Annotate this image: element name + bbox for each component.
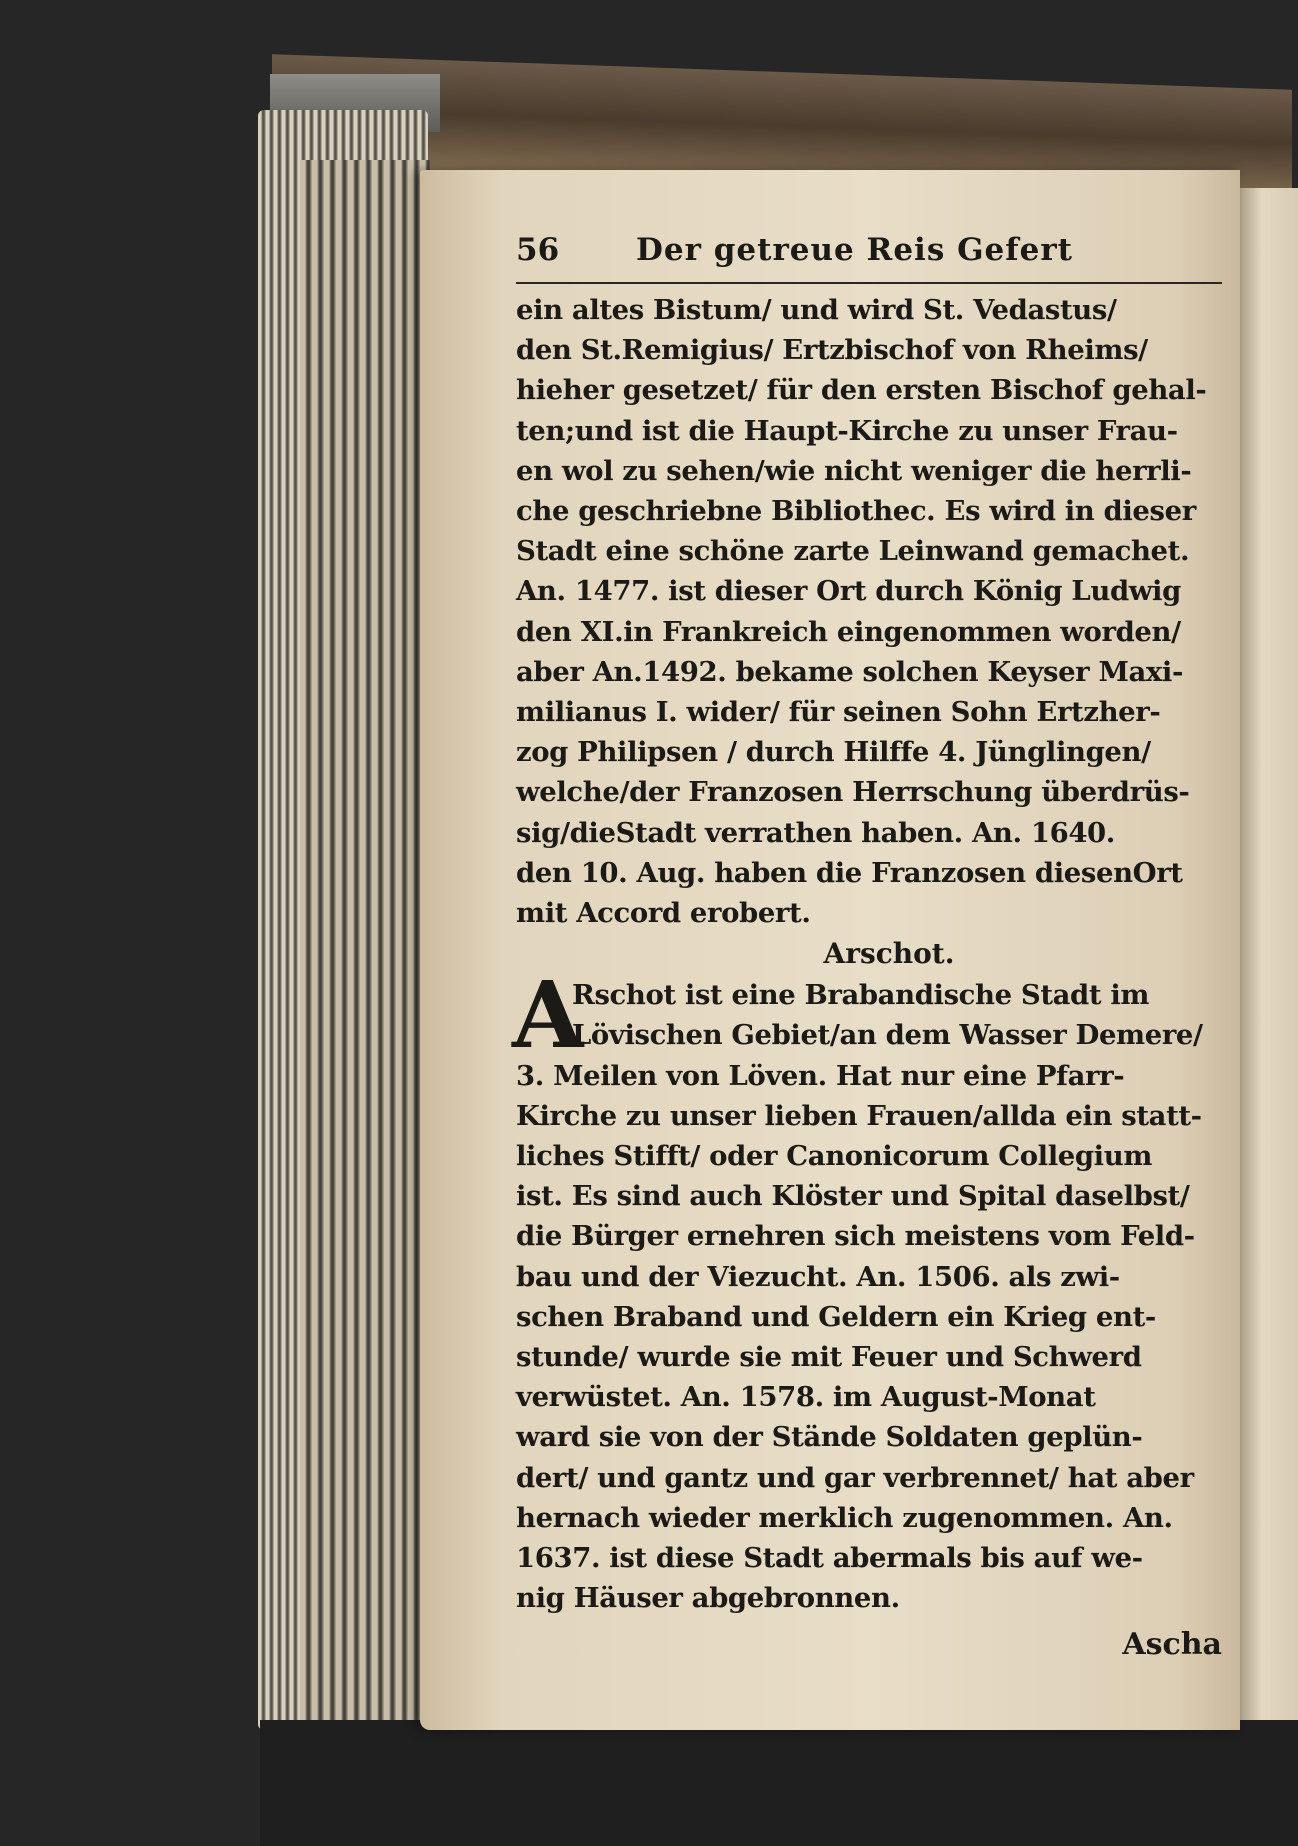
text-line: ten;und ist die Haupt-Kirche zu unser Frau- xyxy=(516,414,1178,447)
page-text-block xyxy=(512,232,1222,1671)
text-line: den St.Remigius/ Ertzbischof von Rheims/ xyxy=(516,334,1148,367)
text-line: Lövischen Gebiet/an dem Wasser Demere/ xyxy=(572,1019,1203,1052)
text-line: den 10. Aug. haben die Franzosen diesenOrt xyxy=(516,856,1183,889)
text-line: 1637. ist diese Stadt abermals bis auf we- xyxy=(516,1542,1143,1575)
text-line: nig Häuser abgebronnen. xyxy=(516,1582,900,1615)
text-line: Rschot ist eine Brabandische Stadt im xyxy=(572,979,1150,1012)
text-line: mit Accord erobert. xyxy=(516,897,811,930)
text-line: schen Braband und Geldern ein Krieg ent- xyxy=(516,1300,1156,1333)
text-line: verwüstet. An. 1578. im August-Monat xyxy=(516,1381,1096,1414)
text-line: ist. Es sind auch Klöster und Spital daselbst/ xyxy=(516,1180,1190,1213)
text-line: Kirche zu unser lieben Frauen/allda ein statt- xyxy=(516,1099,1202,1132)
text-line: 3. Meilen von Löven. Hat nur eine Pfarr- xyxy=(516,1059,1125,1092)
section-title: Arschot. xyxy=(823,937,955,971)
text-line: dert/ und gantz und gar verbrennet/ hat aber xyxy=(516,1461,1194,1494)
text-line: en wol zu sehen/wie nicht weniger die herrli- xyxy=(516,454,1192,487)
header-rule xyxy=(516,282,1222,284)
paragraph-arschot xyxy=(512,961,1222,1618)
text-line: ein altes Bistum/ und wird St. Vedastus/ xyxy=(516,294,1117,326)
page-stack-edge-front xyxy=(300,160,430,1730)
text-line: bau und der Viezucht. An. 1506. als zwi- xyxy=(516,1260,1120,1293)
text-line: sig/dieStadt verrathen haben. An. 1640. xyxy=(516,816,1115,849)
text-line: welche/der Franzosen Herrschung überdrüs- xyxy=(516,776,1190,809)
text-line: zog Philipsen / durch Hilffe 4. Jünglingen/ xyxy=(516,736,1151,769)
text-line: den XI.in Frankreich eingenommen worden/ xyxy=(516,615,1181,648)
catchword: Ascha xyxy=(1122,1626,1222,1662)
background-shadow xyxy=(260,1720,1298,1846)
page-header xyxy=(516,232,1222,282)
text-line: die Bürger ernehren sich meistens vom Feld- xyxy=(516,1220,1195,1253)
text-line: An. 1477. ist dieser Ort durch König Ludwig xyxy=(516,575,1181,608)
text-line: milianus I. wider/ für seinen Sohn Ertzher- xyxy=(516,696,1161,729)
drop-cap: A xyxy=(512,961,584,1070)
facing-page-edge xyxy=(1238,188,1298,1728)
running-head: Der getreue Reis Gefert xyxy=(636,232,1073,268)
paragraph-vedastus xyxy=(516,290,1222,933)
text-line: che geschriebne Bibliothec. Es wird in dieser xyxy=(516,495,1196,528)
text-line: ward sie von der Stände Soldaten geplün- xyxy=(516,1421,1143,1454)
page-number: 56 xyxy=(516,232,560,268)
text-line: hernach wieder merklich zugenommen. An. xyxy=(516,1501,1173,1534)
text-line: stunde/ wurde sie mit Feuer und Schwerd xyxy=(516,1341,1142,1374)
text-line: hieher gesetzet/ für den ersten Bischof gehal- xyxy=(516,374,1207,407)
text-line: Stadt eine schöne zarte Leinwand gemachet. xyxy=(516,535,1190,568)
text-line: aber An.1492. bekame solchen Keyser Maxi- xyxy=(516,655,1183,688)
text-line: liches Stifft/ oder Canonicorum Collegium xyxy=(516,1140,1153,1173)
